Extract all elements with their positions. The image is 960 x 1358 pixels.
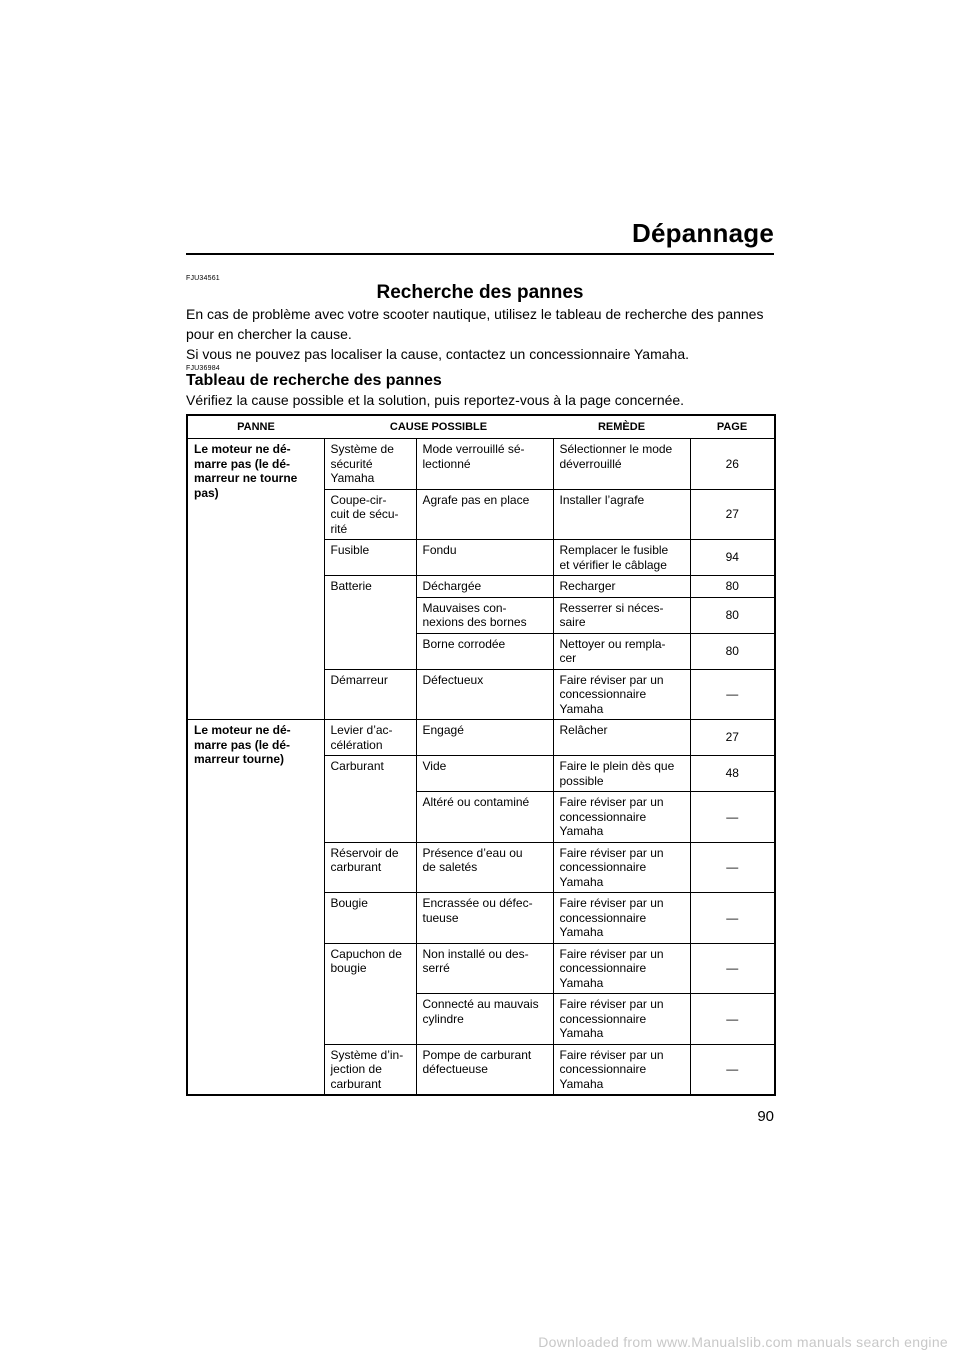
remedy-cell: Faire réviser par un concessionnaire Yamaha bbox=[553, 943, 690, 994]
remedy-cell: Faire réviser par un concessionnaire Yamaha bbox=[553, 1044, 690, 1095]
component-cell: Système de sécurité Yamaha bbox=[324, 439, 416, 490]
cause-cell: Mauvaises con- nexions des bornes bbox=[416, 597, 553, 633]
table-body bbox=[187, 439, 775, 1096]
page-cell: — bbox=[690, 669, 775, 720]
table-header-row bbox=[187, 415, 775, 439]
cause-cell: Connecté au mauvais cylindre bbox=[416, 994, 553, 1045]
page-cell: — bbox=[690, 893, 775, 944]
troubleshooting-table bbox=[186, 414, 776, 1096]
remedy-cell: Faire réviser par un concessionnaire Yamaha bbox=[553, 893, 690, 944]
cause-cell: Fondu bbox=[416, 540, 553, 576]
component-cell: Fusible bbox=[324, 540, 416, 576]
subsection-code: FJU36984 bbox=[186, 365, 220, 372]
cause-cell: Agrafe pas en place bbox=[416, 489, 553, 540]
section-title: Recherche des pannes bbox=[376, 282, 584, 303]
component-cell: Réservoir de carburant bbox=[324, 842, 416, 893]
remedy-cell: Faire réviser par un concessionnaire Yamaha bbox=[553, 669, 690, 720]
intro-paragraph: En cas de problème avec votre scooter nautique, utilisez le tableau de recherche des pannes pour en chercher la cause. bbox=[186, 306, 764, 342]
cause-cell: Non installé ou des- serré bbox=[416, 943, 553, 994]
page-cell: 80 bbox=[690, 576, 775, 598]
remedy-cell: Nettoyer ou rempla- cer bbox=[553, 633, 690, 669]
remedy-cell: Faire réviser par un concessionnaire Yamaha bbox=[553, 994, 690, 1045]
section-code: FJU34561 bbox=[186, 275, 220, 282]
page-cell: 27 bbox=[690, 489, 775, 540]
page-cell: 48 bbox=[690, 756, 775, 792]
subsection-intro: Vérifiez la cause possible et la solution, puis reportez-vous à la page concernée. bbox=[186, 392, 685, 408]
remedy-cell: Resserrer si néces- saire bbox=[553, 597, 690, 633]
cause-cell: Altéré ou contaminé bbox=[416, 792, 553, 843]
remedy-cell: Relâcher bbox=[553, 720, 690, 756]
component-cell: Coupe-cir- cuit de sécu- rité bbox=[324, 489, 416, 540]
chapter-rule bbox=[186, 253, 774, 255]
remedy-cell: Recharger bbox=[553, 576, 690, 598]
watermark: Downloaded from www.Manualslib.com manuals search engine bbox=[538, 1334, 948, 1350]
component-cell: Bougie bbox=[324, 893, 416, 944]
page-cell: — bbox=[690, 792, 775, 843]
component-cell: Carburant bbox=[324, 756, 416, 843]
remedy-cell: Faire réviser par un concessionnaire Yamaha bbox=[553, 792, 690, 843]
cause-cell: Déchargée bbox=[416, 576, 553, 598]
component-cell: Système d’in- jection de carburant bbox=[324, 1044, 416, 1095]
component-cell: Levier d’ac- célération bbox=[324, 720, 416, 756]
remedy-cell: Sélectionner le mode déverrouillé bbox=[553, 439, 690, 490]
cause-cell: Défectueux bbox=[416, 669, 553, 720]
component-cell: Capuchon de bougie bbox=[324, 943, 416, 1044]
page-cell: — bbox=[690, 943, 775, 994]
cause-cell: Pompe de carburant défectueuse bbox=[416, 1044, 553, 1095]
cause-cell: Encrassée ou défec- tueuse bbox=[416, 893, 553, 944]
page-cell: — bbox=[690, 1044, 775, 1095]
fault-cell: Le moteur ne dé- marre pas (le dé- marreur ne tourne pas) bbox=[187, 439, 324, 720]
remedy-cell: Faire réviser par un concessionnaire Yamaha bbox=[553, 842, 690, 893]
remedy-cell: Remplacer le fusible et vérifier le câblage bbox=[553, 540, 690, 576]
component-cell: Batterie bbox=[324, 576, 416, 670]
page-cell: 80 bbox=[690, 597, 775, 633]
header-page: PAGE bbox=[690, 415, 775, 439]
header-panne: PANNE bbox=[187, 415, 324, 439]
page-cell: 27 bbox=[690, 720, 775, 756]
page-cell: — bbox=[690, 994, 775, 1045]
page-cell: 80 bbox=[690, 633, 775, 669]
page-cell: — bbox=[690, 842, 775, 893]
table-row bbox=[187, 720, 775, 756]
cause-cell: Borne corrodée bbox=[416, 633, 553, 669]
fault-cell: Le moteur ne dé- marre pas (le dé- marreur tourne) bbox=[187, 720, 324, 1096]
header-cause: CAUSE POSSIBLE bbox=[324, 415, 553, 439]
contact-paragraph: Si vous ne pouvez pas localiser la cause, contactez un concessionnaire Yamaha. bbox=[186, 346, 690, 362]
cause-cell: Mode verrouillé sé- lectionné bbox=[416, 439, 553, 490]
cause-cell: Vide bbox=[416, 756, 553, 792]
component-cell: Démarreur bbox=[324, 669, 416, 720]
page-number: 90 bbox=[757, 1108, 774, 1125]
remedy-cell: Installer l’agrafe bbox=[553, 489, 690, 540]
cause-cell: Engagé bbox=[416, 720, 553, 756]
table-row bbox=[187, 439, 775, 490]
subsection-title: Tableau de recherche des pannes bbox=[186, 372, 442, 389]
page-cell: 94 bbox=[690, 540, 775, 576]
cause-cell: Présence d’eau ou de saletés bbox=[416, 842, 553, 893]
chapter-title: Dépannage bbox=[632, 218, 774, 248]
page-cell: 26 bbox=[690, 439, 775, 490]
remedy-cell: Faire le plein dès que possible bbox=[553, 756, 690, 792]
header-remede: REMÈDE bbox=[553, 415, 690, 439]
